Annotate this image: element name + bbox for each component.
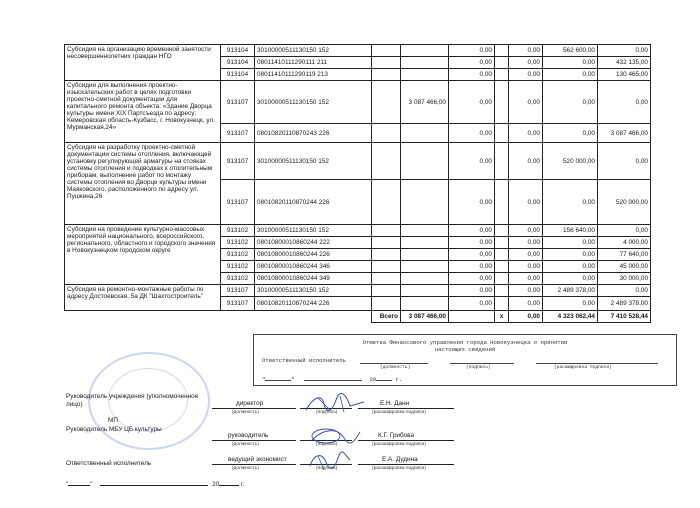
amount-cell: 0,00 xyxy=(543,81,598,124)
table-row xyxy=(65,81,651,124)
amount-cell: 0,00 xyxy=(598,143,651,180)
amount-cell: 0,00 xyxy=(598,225,651,237)
code-cell: 913102 xyxy=(221,225,255,237)
approval-signature-caption: (подпись) xyxy=(466,365,491,370)
total-empty xyxy=(449,311,495,323)
approval-position-caption: (должность) xyxy=(380,365,411,370)
amount-cell: 432 135,00 xyxy=(598,57,651,69)
mp-label: МП xyxy=(108,417,118,424)
signature-date: " " 20 г. xyxy=(66,481,245,488)
exec-position: ведущий экономист xyxy=(228,456,287,463)
kbk-cell: 08010820110870244 226 xyxy=(255,180,372,225)
amount-cell: 0,00 xyxy=(449,237,495,249)
total-spacer xyxy=(65,311,372,323)
amount-cell: 0,00 xyxy=(509,57,543,69)
amount-cell: 3 087 466,00 xyxy=(401,81,449,124)
code-cell: 913107 xyxy=(221,143,255,180)
exec-decoding-caption: (расшифровка подписи) xyxy=(372,466,426,471)
code-cell: 913104 xyxy=(221,45,255,57)
amount-cell xyxy=(401,143,449,180)
empty-cell xyxy=(495,249,509,261)
kbk-cell: 08011410111290111 211 xyxy=(255,57,372,69)
amount-cell: 2 489 378,00 xyxy=(543,285,598,297)
amount-cell: 0,00 xyxy=(509,225,543,237)
amount-cell: 0,00 xyxy=(449,69,495,81)
amount-cell: 0,00 xyxy=(449,81,495,124)
code-cell: 913102 xyxy=(221,237,255,249)
amount-cell: 0,00 xyxy=(509,69,543,81)
empty-cell xyxy=(372,225,401,237)
empty-cell xyxy=(372,261,401,273)
code-cell: 913102 xyxy=(221,249,255,261)
code-cell: 913107 xyxy=(221,124,255,143)
cbs-handwritten-signature xyxy=(304,426,364,446)
amount-cell: 0,00 xyxy=(449,225,495,237)
kbk-cell: 30100000511130150 152 xyxy=(255,143,372,180)
total-amount: 3 087 466,00 xyxy=(401,311,449,323)
amount-cell: 0,00 xyxy=(509,297,543,311)
cbs-name: К.Г. Грибова xyxy=(378,432,415,439)
exec-position-caption: (должность) xyxy=(232,466,259,471)
empty-cell xyxy=(495,124,509,143)
finance-approval-box xyxy=(253,334,677,386)
amount-cell: 0,00 xyxy=(449,180,495,225)
subsidy-description: Субсидия на проведение культурно-массовых мероприятий национального, всероссийского, регионального, областного и городского значения в Новокузнецком городском округе xyxy=(65,225,221,285)
subsidy-description: Субсидия на разработку проектно-сметной документации системы отопления, включающей установку регулирующей арматуры на стояках системы отопления и подводках к отопительным приборам, выполнение работ по монтажу системы отопления во Дворце культуры имени Маяковского, расположенного по адресу ул. Пушкина,26 xyxy=(65,143,221,225)
code-cell: 913107 xyxy=(221,180,255,225)
empty-cell xyxy=(372,237,401,249)
empty-cell xyxy=(495,297,509,311)
amount-cell: 0,00 xyxy=(509,45,543,57)
empty-cell xyxy=(372,124,401,143)
empty-cell xyxy=(495,81,509,124)
amount-cell xyxy=(401,180,449,225)
amount-cell: 130 465,00 xyxy=(598,69,651,81)
code-cell: 913107 xyxy=(221,285,255,297)
amount-cell: 0,00 xyxy=(449,273,495,285)
amount-cell: 45 000,00 xyxy=(598,261,651,273)
exec-handwritten-signature xyxy=(304,450,354,472)
amount-cell: 0,00 xyxy=(543,124,598,143)
empty-cell xyxy=(495,261,509,273)
empty-cell xyxy=(495,273,509,285)
amount-cell: 0,00 xyxy=(543,69,598,81)
code-cell: 913107 xyxy=(221,81,255,124)
amount-cell: 2 489 378,00 xyxy=(598,297,651,311)
cbs-label: Руководитель МБУ ЦБ культуры xyxy=(66,426,162,433)
empty-cell xyxy=(495,237,509,249)
amount-cell: 0,00 xyxy=(543,297,598,311)
approval-date: " " 20 г. xyxy=(262,376,403,383)
amount-cell: 0,00 xyxy=(449,124,495,143)
empty-cell xyxy=(495,45,509,57)
table-row xyxy=(65,143,651,180)
amount-cell xyxy=(401,249,449,261)
empty-cell xyxy=(372,57,401,69)
amount-cell: 0,00 xyxy=(449,45,495,57)
amount-cell: 0,00 xyxy=(543,261,598,273)
empty-cell xyxy=(372,143,401,180)
total-amount: 4 323 062,44 xyxy=(543,311,598,323)
total-x: x xyxy=(495,311,509,323)
approval-decoding-caption: (расшифровка подписи) xyxy=(554,365,612,370)
head-handwritten-signature xyxy=(300,392,370,416)
empty-cell xyxy=(495,57,509,69)
approval-title-2: настоящих сведений xyxy=(434,346,496,353)
empty-cell xyxy=(372,45,401,57)
empty-cell xyxy=(372,69,401,81)
cbs-decoding-caption: (расшифровка подписи) xyxy=(372,442,426,447)
approval-title: Отметка Финансового управления города Новокузнецка о принятии xyxy=(362,339,568,346)
kbk-cell: 08010820110870244 226 xyxy=(255,297,372,311)
amount-cell xyxy=(401,124,449,143)
amount-cell: 0,00 xyxy=(509,180,543,225)
exec-name: Е.А. Дудина xyxy=(382,456,418,463)
amount-cell: 0,00 xyxy=(598,45,651,57)
cbs-position: руководитель xyxy=(228,432,269,439)
amount-cell xyxy=(401,285,449,297)
empty-cell xyxy=(495,225,509,237)
empty-cell xyxy=(372,285,401,297)
amount-cell xyxy=(401,45,449,57)
cbs-position-caption: (должность) xyxy=(232,442,259,447)
table-row xyxy=(65,45,651,57)
kbk-cell: 08010800010860244 226 xyxy=(255,249,372,261)
kbk-cell: 30100000511130150 152 xyxy=(255,225,372,237)
kbk-cell: 08010800010860244 222 xyxy=(255,237,372,249)
amount-cell: 77 640,00 xyxy=(598,249,651,261)
amount-cell: 0,00 xyxy=(543,273,598,285)
amount-cell: 0,00 xyxy=(543,57,598,69)
amount-cell: 0,00 xyxy=(449,249,495,261)
amount-cell: 0,00 xyxy=(449,57,495,69)
subsidy-table xyxy=(64,44,651,323)
kbk-cell: 08010800010860244 349 xyxy=(255,273,372,285)
amount-cell: 156 640,00 xyxy=(543,225,598,237)
code-cell: 913104 xyxy=(221,57,255,69)
amount-cell xyxy=(401,57,449,69)
code-cell: 913104 xyxy=(221,69,255,81)
kbk-cell: 08010800010860244 346 xyxy=(255,261,372,273)
total-amount: 0,00 xyxy=(509,311,543,323)
subsidy-description: Субсидия на ремонтно-монтажные работы по адресу Достоевская, 5а ДК "Шахтостроитель" xyxy=(65,285,221,311)
kbk-cell: 30100000511130150 152 xyxy=(255,81,372,124)
kbk-cell: 30100000511130150 152 xyxy=(255,285,372,297)
subsidy-description: Субсидия на организацию временной занятости несовершеннолетних граждан НГО xyxy=(65,45,221,81)
total-amount: 7 410 528,44 xyxy=(598,311,651,323)
cbs-signature-caption: (подпись) xyxy=(316,442,338,447)
amount-cell: 30 000,00 xyxy=(598,273,651,285)
approval-executor: Ответственный исполнитель xyxy=(262,357,346,364)
empty-cell xyxy=(372,81,401,124)
amount-cell: 0,00 xyxy=(509,81,543,124)
head-name: Е.Н. Данн xyxy=(380,400,410,407)
total-row xyxy=(65,311,651,323)
head-position-caption: (должность) xyxy=(232,410,259,415)
table-row xyxy=(65,285,651,297)
kbk-cell: 08010820110870243 226 xyxy=(255,124,372,143)
head-label: Руководитель учреждения (уполномоченное лицо) xyxy=(66,393,199,408)
amount-cell: 0,00 xyxy=(449,143,495,180)
amount-cell: 0,00 xyxy=(543,249,598,261)
head-position: директор xyxy=(236,400,264,407)
code-cell: 913102 xyxy=(221,261,255,273)
kbk-cell: 30100000511130150 152 xyxy=(255,45,372,57)
code-cell: 913107 xyxy=(221,297,255,311)
subsidy-description: Субсидия для выполнения проектно-изыскательских работ в целях подготовки проектно-сметной документации для капитального ремонта объекта: «Здание Дворца культуры имени XIX Партсъезда по адресу: Кемеровская область-Кузбасс, г. Новокузнецк, ул. Мурманская,24» xyxy=(65,81,221,143)
amount-cell: 0,00 xyxy=(598,285,651,297)
code-cell: 913102 xyxy=(221,273,255,285)
empty-cell xyxy=(495,69,509,81)
amount-cell xyxy=(401,261,449,273)
empty-cell xyxy=(372,180,401,225)
amount-cell: 0,00 xyxy=(509,249,543,261)
amount-cell: 0,00 xyxy=(509,285,543,297)
empty-cell xyxy=(495,180,509,225)
amount-cell: 0,00 xyxy=(543,237,598,249)
exec-signature-caption: (подпись) xyxy=(316,466,338,471)
amount-cell: 0,00 xyxy=(449,285,495,297)
amount-cell xyxy=(401,237,449,249)
amount-cell: 562 600,00 xyxy=(543,45,598,57)
amount-cell xyxy=(401,69,449,81)
empty-cell xyxy=(495,143,509,180)
amount-cell xyxy=(401,297,449,311)
total-label: Всего xyxy=(372,311,401,323)
amount-cell: 0,00 xyxy=(509,143,543,180)
amount-cell: 3 087 466,00 xyxy=(598,124,651,143)
amount-cell: 0,00 xyxy=(449,261,495,273)
empty-cell xyxy=(495,285,509,297)
table-row xyxy=(65,225,651,237)
empty-cell xyxy=(372,249,401,261)
amount-cell: 0,00 xyxy=(509,261,543,273)
amount-cell: 0,00 xyxy=(509,124,543,143)
amount-cell: 520 000,00 xyxy=(543,143,598,180)
exec-label: Ответственный исполнитель xyxy=(66,460,152,467)
amount-cell xyxy=(401,273,449,285)
amount-cell: 0,00 xyxy=(509,237,543,249)
amount-cell: 0,00 xyxy=(509,273,543,285)
empty-cell xyxy=(372,273,401,285)
empty-cell xyxy=(372,297,401,311)
head-decoding-caption: (расшифровка подписи) xyxy=(372,410,426,415)
amount-cell: 0,00 xyxy=(598,81,651,124)
amount-cell: 0,00 xyxy=(543,180,598,225)
amount-cell: 4 000,00 xyxy=(598,237,651,249)
amount-cell xyxy=(401,225,449,237)
amount-cell: 520 000,00 xyxy=(598,180,651,225)
amount-cell: 0,00 xyxy=(449,297,495,311)
head-signature-caption: (подпись) xyxy=(316,410,338,415)
kbk-cell: 08011410111290119 213 xyxy=(255,69,372,81)
